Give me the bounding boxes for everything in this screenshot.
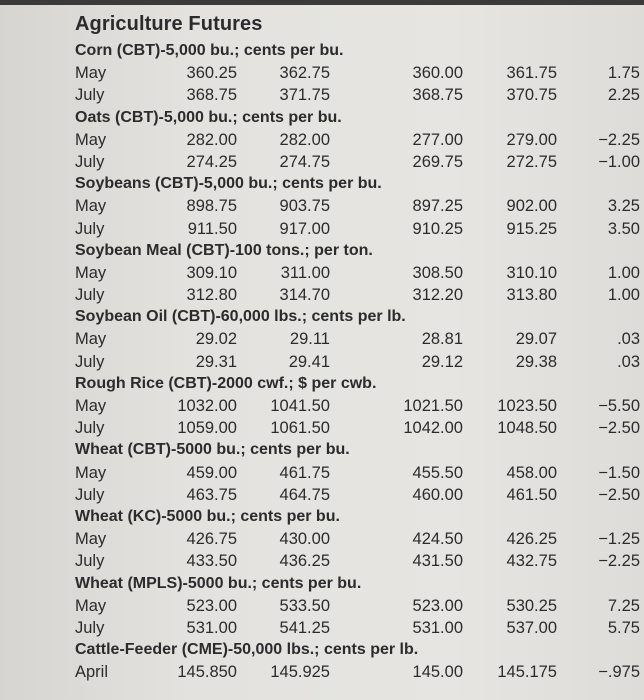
contract-month: May — [75, 197, 107, 216]
settle-price: 279.00 — [506, 130, 557, 149]
open-price: 1059.00 — [177, 419, 237, 438]
high-price: 1041.50 — [270, 397, 330, 415]
high-price: 917.00 — [279, 219, 330, 238]
low-price: 312.20 — [412, 286, 463, 305]
open-price: 29.31 — [195, 352, 237, 371]
contract-month: May — [75, 463, 107, 482]
change: −1.50 — [598, 463, 640, 482]
high-price: 1061.50 — [270, 419, 330, 438]
change: 2.25 — [607, 86, 640, 105]
low-price: 897.25 — [412, 197, 463, 216]
settle-price: 29.07 — [515, 330, 557, 349]
commodity-heading: Wheat (MPLS)-5000 bu.; cents per bu. — [75, 574, 362, 592]
table-row — [0, 129, 644, 151]
high-price: 436.25 — [279, 552, 330, 571]
commodity-heading: Wheat (CBT)-5000 bu.; cents per bu. — [75, 441, 350, 459]
change: −2.25 — [598, 552, 640, 571]
table-row — [0, 62, 644, 84]
change: .03 — [617, 352, 640, 371]
table-row — [0, 328, 644, 350]
table-row — [0, 462, 644, 484]
commodity-heading: Rough Rice (CBT)-2000 cwf.; $ per cwb. — [75, 374, 377, 392]
table-row — [0, 284, 644, 306]
table-row — [0, 151, 644, 173]
open-price: 282.00 — [186, 130, 237, 149]
table-row — [0, 218, 644, 240]
settle-price: 145.175 — [497, 663, 557, 682]
open-price: 426.75 — [186, 530, 237, 549]
settle-price: 915.25 — [506, 219, 557, 238]
low-price: 460.00 — [412, 485, 463, 504]
settle-price: 458.00 — [506, 463, 557, 482]
table-row — [0, 351, 644, 373]
open-price: 523.00 — [186, 596, 237, 615]
open-price: 309.10 — [186, 263, 237, 282]
low-price: 1042.00 — [403, 419, 463, 438]
high-price: 29.11 — [289, 330, 330, 349]
high-price: 903.75 — [279, 197, 330, 216]
table-row — [0, 595, 644, 617]
commodity-heading: Oats (CBT)-5,000 bu.; cents per bu. — [75, 108, 342, 126]
open-price: 145.850 — [177, 663, 237, 682]
change: −2.50 — [598, 485, 640, 504]
contract-month: May — [75, 397, 107, 415]
table-row — [0, 262, 644, 284]
low-price: 368.75 — [412, 86, 463, 105]
low-price: 28.81 — [421, 330, 463, 349]
settle-price: 272.75 — [506, 152, 557, 171]
commodity-heading: Cattle-Feeder (CME)-50,000 lbs.; cents per lb. — [75, 641, 419, 659]
settle-price: 310.10 — [506, 263, 557, 282]
settle-price: 370.75 — [506, 86, 557, 105]
commodity-heading: Soybean Oil (CBT)-60,000 lbs.; cents per lb. — [75, 308, 406, 326]
contract-month: May — [75, 596, 107, 615]
table-row — [0, 617, 644, 639]
settle-price: 29.38 — [515, 352, 557, 371]
low-price: 308.50 — [412, 263, 463, 282]
open-price: 312.80 — [186, 286, 237, 305]
high-price: 362.75 — [279, 64, 330, 83]
table-row — [0, 528, 644, 550]
contract-month: July — [75, 219, 105, 238]
low-price: 910.25 — [412, 219, 463, 238]
contract-month: May — [75, 64, 107, 83]
futures-table-page — [0, 5, 644, 700]
open-price: 433.50 — [186, 552, 237, 571]
commodity-heading: Soybeans (CBT)-5,000 bu.; cents per bu. — [75, 175, 382, 193]
change: 3.25 — [607, 197, 640, 216]
table-row — [0, 661, 644, 683]
change: 1.75 — [607, 64, 640, 83]
settle-price: 432.75 — [506, 552, 557, 571]
open-price: 274.25 — [186, 152, 237, 171]
high-price: 461.75 — [279, 463, 330, 482]
commodity-heading: Corn (CBT)-5,000 bu.; cents per bu. — [75, 42, 344, 59]
futures-table — [0, 40, 644, 683]
settle-price: 902.00 — [506, 197, 557, 216]
low-price: 277.00 — [412, 130, 463, 149]
low-price: 145.00 — [412, 663, 463, 682]
high-price: 541.25 — [279, 618, 330, 637]
change: 3.50 — [607, 219, 640, 238]
open-price: 898.75 — [186, 197, 237, 216]
open-price: 463.75 — [186, 485, 237, 504]
contract-month: July — [75, 152, 105, 171]
settle-price: 530.25 — [506, 596, 557, 615]
contract-month: April — [75, 663, 109, 682]
settle-price: 361.75 — [506, 64, 557, 83]
open-price: 360.25 — [186, 64, 237, 83]
commodity-heading: Wheat (KC)-5000 bu.; cents per bu. — [75, 507, 340, 525]
change: 1.00 — [607, 286, 640, 305]
high-price: 430.00 — [279, 530, 330, 549]
low-price: 424.50 — [412, 530, 463, 549]
low-price: 1021.50 — [403, 397, 463, 415]
table-row — [0, 195, 644, 217]
high-price: 311.00 — [280, 263, 330, 282]
contract-month: July — [75, 352, 105, 371]
settle-price: 1023.50 — [497, 397, 557, 415]
settle-price: 1048.50 — [497, 419, 557, 438]
change: −.975 — [598, 663, 640, 682]
contract-month: July — [75, 86, 105, 105]
change: 5.75 — [607, 618, 640, 637]
high-price: 282.00 — [279, 130, 330, 149]
low-price: 29.12 — [421, 352, 463, 371]
high-price: 371.75 — [279, 86, 330, 105]
open-price: 1032.00 — [177, 397, 237, 415]
change: 7.25 — [607, 596, 640, 615]
low-price: 269.75 — [412, 152, 463, 171]
change: −2.50 — [598, 419, 640, 438]
high-price: 274.75 — [279, 152, 330, 171]
change: 1.00 — [607, 263, 640, 282]
high-price: 145.925 — [270, 663, 330, 682]
contract-month: July — [75, 286, 105, 305]
contract-month: July — [75, 485, 105, 504]
change: −1.25 — [598, 530, 640, 549]
contract-month: July — [75, 552, 105, 571]
table-row — [0, 417, 644, 439]
settle-price: 313.80 — [506, 286, 557, 305]
settle-price: 461.50 — [506, 485, 557, 504]
high-price: 464.75 — [279, 485, 330, 504]
contract-month: May — [75, 263, 107, 282]
high-price: 29.41 — [288, 352, 330, 371]
open-price: 911.50 — [187, 219, 237, 238]
low-price: 455.50 — [412, 463, 463, 482]
open-price: 459.00 — [186, 463, 237, 482]
contract-month: July — [75, 618, 105, 637]
change: −2.25 — [598, 130, 640, 149]
table-row — [0, 484, 644, 506]
high-price: 314.70 — [279, 286, 330, 305]
low-price: 531.00 — [412, 618, 463, 637]
settle-price: 426.25 — [506, 530, 557, 549]
table-row — [0, 84, 644, 106]
contract-month: May — [75, 130, 107, 149]
low-price: 431.50 — [412, 552, 463, 571]
settle-price: 537.00 — [506, 618, 557, 637]
low-price: 360.00 — [412, 64, 463, 83]
open-price: 531.00 — [186, 618, 237, 637]
change: −5.50 — [598, 397, 640, 415]
low-price: 523.00 — [412, 596, 463, 615]
high-price: 533.50 — [279, 596, 330, 615]
open-price: 368.75 — [186, 86, 237, 105]
table-row — [0, 550, 644, 572]
contract-month: May — [75, 330, 107, 349]
contract-month: May — [75, 530, 107, 549]
page-title: Agriculture Futures — [75, 13, 263, 35]
table-row — [0, 395, 644, 417]
open-price: 29.02 — [195, 330, 237, 349]
change: .03 — [617, 330, 640, 349]
contract-month: July — [75, 419, 105, 438]
commodity-heading: Soybean Meal (CBT)-100 tons.; per ton. — [75, 241, 373, 259]
change: −1.00 — [598, 152, 640, 171]
